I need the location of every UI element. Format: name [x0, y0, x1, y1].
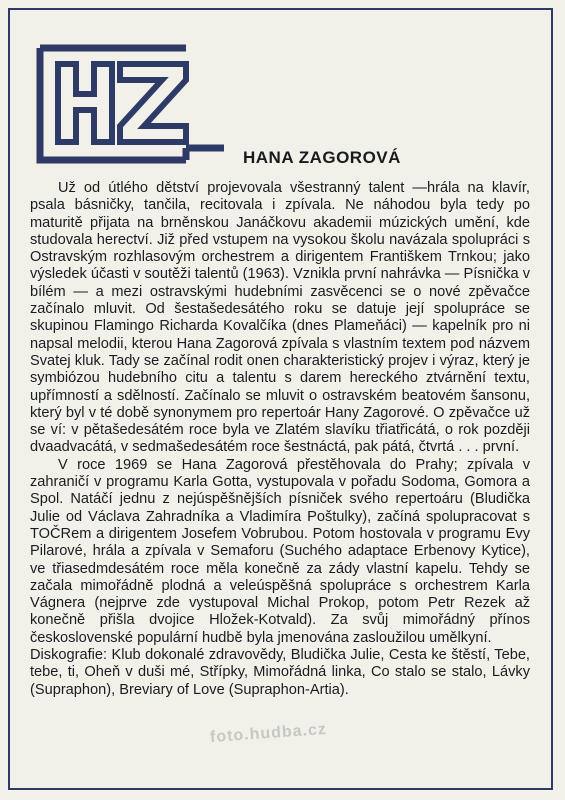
biography-text [30, 180, 530, 699]
paragraph-early-career: Už od útlého dětství projevovala všestranný talent —hrála na klavír, psala básničky, tančila, recitovala i zpívala. Ne náhodou byla tedy po maturitě přijata na brněnskou Janáčkovu akademii múzických umění, kde studovala herectví. Již před vstupem na vysokou školu navázala spolupráci s Ostravským rozhlasovým orchestrem a dirigentem Františkem Trnkou; jako výsledek účasti v soutěži talentů (1963). Vznikla první nahrávka — Písnička v bílém — a mezi ostravskými hudebními zasvěcenci se o nové zpěvačce začínalo mluvit. Od šestašedesátého roku se datuje její spolupráce se skupinou Flamingo Richarda Kovalčíka (dnes Plameňáci) — kapelník pro ni napsal melodii, kterou Hana Zagorová zpívala s vlastním textem pod názvem Svatej kluk. Tady se začínal rodit onen charakteristický projev i výraz, který je symbiózou hudebního citu a talentu s darem hereckého ztvárnění textu, upřímností a sdělností. Začínalo se mluvit o ostravském beatovém šansonu, který byl v té době synonymem pro repertoár Hany Zagorové. O zpěvačce už se ví: v pětašedesátém roce byla ve Zlatém slavíku třiatřicátá, o rok později dvaadvacátá, v sedmašedesátém roce šestnáctá, pak pátá, čtvrtá . . . první. [30, 180, 530, 456]
watermark: foto.hudba.cz [209, 720, 328, 747]
page-title: HANA ZAGOROVÁ [243, 148, 401, 167]
paragraph-discography: Diskografie: Klub dokonalé zdravovědy, Bludička Julie, Cesta ke štěstí, Tebe, tebe, ti, Oheň v duši mé, Střípky, Mimořádná linka, Co stalo se stalo, Lávky (Supraphon), Breviary of Love (Supraphon-Artia). [30, 647, 530, 698]
paragraph-prague-career: V roce 1969 se Hana Zagorová přestěhovala do Prahy; zpívala v zahraničí v programu Karla Gotta, vystupovala v pořadu Sodoma, Gomora a Spol. Natáčí jednu z nejúspěšnějších písniček svého repertoáru (Bludička Julie od Václava Zahradníka a Vladimíra Poštulky), začíná spolupracovat s TOČRem a dirigentem Josefem Vobrubou. Potom hostovala v programu Evy Pilarové, hrála a zpívala v Semaforu (Suchého adaptace Erbenovy Kytice), ve třiasedmdesátém roce měla konečně za zády vlastní kapelu. Tehdy se začala mimořádně plodná a veleúspěšná spolupráce s orchestrem Karla Vágnera (nejprve zde vystupoval Michal Prokop, potom Petr Rezek až konečně přišla dvojice Hložek-Kotvald). Za svůj mimořádný přínos československé populární hudbě byla jmenována zasloužilou umělkyní. [30, 456, 530, 646]
hz-logo-graphic [36, 44, 226, 164]
hz-logo [36, 44, 226, 164]
